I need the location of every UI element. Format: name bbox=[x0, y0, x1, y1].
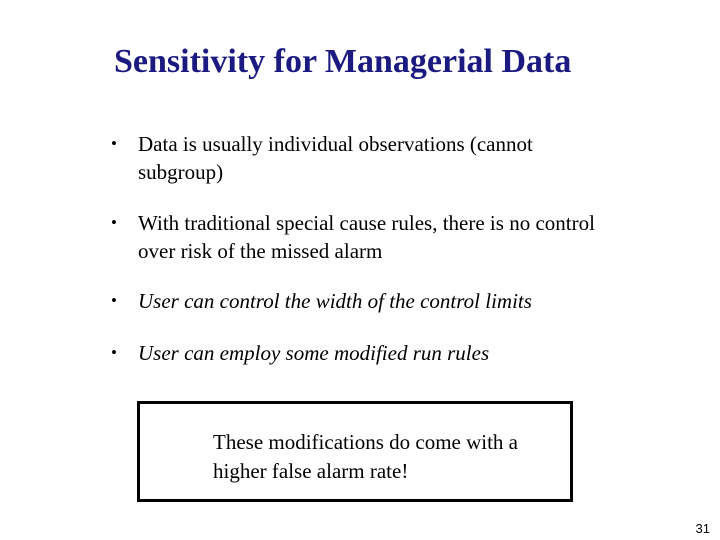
bullet-icon: • bbox=[111, 291, 117, 310]
bullet-item bbox=[111, 339, 608, 367]
bullet-item bbox=[111, 209, 608, 265]
note-text: These modifications do come with a higher false alarm rate! bbox=[213, 430, 519, 483]
bullet-icon: • bbox=[111, 343, 117, 362]
bullet-icon: • bbox=[111, 134, 117, 153]
bullet-text: Data is usually individual observations (cannot subgroup) bbox=[138, 132, 533, 184]
bullet-item bbox=[111, 287, 608, 315]
note-box bbox=[137, 401, 573, 502]
slide-title: Sensitivity for Managerial Data bbox=[114, 43, 572, 80]
bullet-icon: • bbox=[111, 213, 117, 232]
bullet-text: User can employ some modified run rules bbox=[138, 341, 490, 365]
bullet-text: With traditional special cause rules, there is no control over risk of the missed alarm bbox=[138, 211, 595, 263]
page-number: 31 bbox=[695, 521, 710, 536]
bullet-item bbox=[111, 130, 608, 186]
bullet-text: User can control the width of the control limits bbox=[138, 289, 532, 313]
